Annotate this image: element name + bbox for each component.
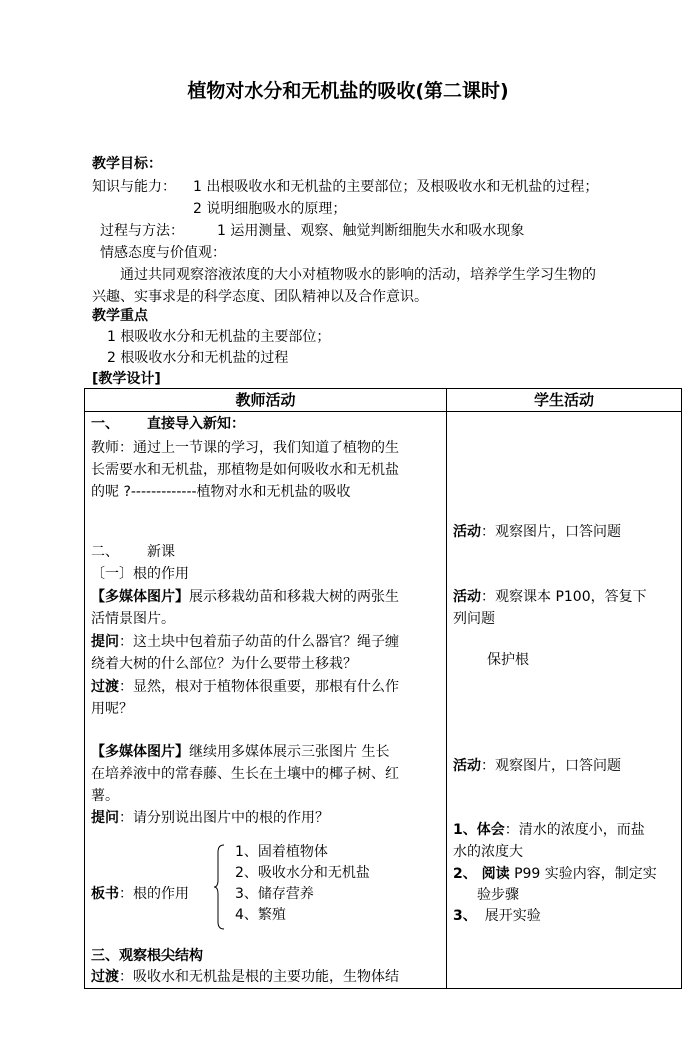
section-2-subtitle: 〔一〕根的作用 <box>91 566 189 582</box>
board-item-2: 2、吸收水分和无机盐 <box>235 865 370 881</box>
board-item-4: 4、繁殖 <box>235 907 286 923</box>
reading-label: 2、 阅读 <box>453 866 510 882</box>
multimedia-text-2: 继续用多媒体展示三张图片 生长 <box>189 744 390 760</box>
knowledge-item-2: 2 说明细胞吸水的原理； <box>193 201 347 217</box>
knowledge-item-1: 1 出根吸收水和无机盐的主要部位；及根吸收水和无机盐的过程； <box>193 179 599 195</box>
emotion-text-1: 通过共同观察溶液浓度的大小对植物吸水的影响的活动，培养学生学习生物的 <box>120 267 596 283</box>
teacher-activity-cell <box>85 412 447 989</box>
question-label-2: 提问 <box>91 810 119 826</box>
key-point-2: 2 根吸收水分和无机盐的过程 <box>107 350 289 366</box>
section-2-number: 二、 <box>91 544 119 560</box>
experiment-text: 展开实验 <box>484 908 541 924</box>
student-activity-label-3: 活动 <box>453 758 481 774</box>
reading-text-b: 验步骤 <box>477 887 519 903</box>
board-item-3: 3、储存营养 <box>235 886 314 902</box>
page-title: 植物对水分和无机盐的吸收(第二课时) <box>187 80 509 102</box>
student-column-header: 学生活动 <box>447 389 682 412</box>
experiment-label: 3、 <box>453 908 477 924</box>
key-points-heading: 教学重点 <box>92 308 148 324</box>
multimedia-text-2b: 在培养液中的常春藤、生长在土壤中的椰子树、红 <box>91 766 399 782</box>
reading-text: P99 实验内容，制定实 <box>509 866 657 882</box>
section-3-title: 三、观察根尖结构 <box>91 948 203 964</box>
design-heading: [教学设计] <box>92 371 161 387</box>
multimedia-text-1b: 活情景图片。 <box>91 611 175 627</box>
student-activity-cell <box>447 412 682 989</box>
section-1-line-1: 教师：通过上一节课的学习，我们知道了植物的生 <box>91 440 399 456</box>
question-text-2: ：请分别说出图片中的根的作用？ <box>119 810 329 826</box>
section-2-title: 新课 <box>147 544 175 560</box>
emotion-label: 情感态度与价值观： <box>100 245 226 261</box>
experience-label: 1、体会 <box>453 822 505 838</box>
transition-text-1b: 用呢？ <box>91 701 133 717</box>
student-activity-text-3: ：观察图片，口答问题 <box>481 758 621 774</box>
knowledge-label: 知识与能力： <box>92 179 176 195</box>
question-label-1: 提问 <box>91 634 119 650</box>
student-answer: 保护根 <box>487 652 529 668</box>
student-activity-label-1: 活动 <box>453 524 481 540</box>
board-text: ：根的作用 <box>119 886 189 902</box>
multimedia-text-1: 展示移栽幼苗和移栽大树的两张生 <box>189 589 399 605</box>
student-activity-text-2b: 列问题 <box>453 611 495 627</box>
transition-text-1: ：显然，根对于植物体很重要，那根有什么作 <box>119 679 399 695</box>
transition-label-1: 过渡 <box>91 679 119 695</box>
transition-label-2: 过渡 <box>91 969 119 985</box>
process-item-1: 1 运用测量、观察、触觉判断细胞失水和吸水现象 <box>217 223 525 239</box>
multimedia-text-2c: 薯。 <box>91 788 119 804</box>
teacher-column-header: 教师活动 <box>85 389 447 412</box>
board-label: 板书 <box>91 886 119 902</box>
curly-brace-icon <box>213 844 225 930</box>
process-label: 过程与方法： <box>100 223 184 239</box>
transition-text-2: ：吸收水和无机盐是根的主要功能，生物体结 <box>119 969 399 985</box>
section-1-number: 一、 <box>91 416 119 432</box>
section-1-line-3: 的呢 ?-------------植物对水和无机盐的吸收 <box>91 484 351 500</box>
question-text-1b: 绕着大树的什么部位？为什么要带土移栽？ <box>91 656 357 672</box>
lesson-plan-table <box>84 388 682 989</box>
student-activity-text-1: ：观察图片，口答问题 <box>481 524 621 540</box>
experience-text: ：清水的浓度小，而盐 <box>504 822 645 838</box>
experience-text-b: 水的浓度大 <box>453 844 523 860</box>
multimedia-label-1: 【多媒体图片】 <box>91 589 189 605</box>
multimedia-label-2: 【多媒体图片】 <box>91 744 189 760</box>
board-item-1: 1、固着植物体 <box>235 844 328 860</box>
objectives-heading: 教学目标： <box>92 156 162 172</box>
emotion-text-2: 兴趣、实事求是的科学态度、团队精神以及合作意识。 <box>92 289 428 305</box>
question-text-1: ：这土块中包着茄子幼苗的什么器官？绳子缠 <box>119 634 399 650</box>
student-activity-label-2: 活动 <box>453 589 481 605</box>
section-1-line-2: 长需要水和无机盐，那植物是如何吸收水和无机盐 <box>91 462 399 478</box>
student-activity-text-2: ：观察课本 P100，答复下 <box>481 589 647 605</box>
section-1-title: 直接导入新知： <box>147 416 245 432</box>
key-point-1: 1 根吸收水分和无机盐的主要部位； <box>107 329 331 345</box>
